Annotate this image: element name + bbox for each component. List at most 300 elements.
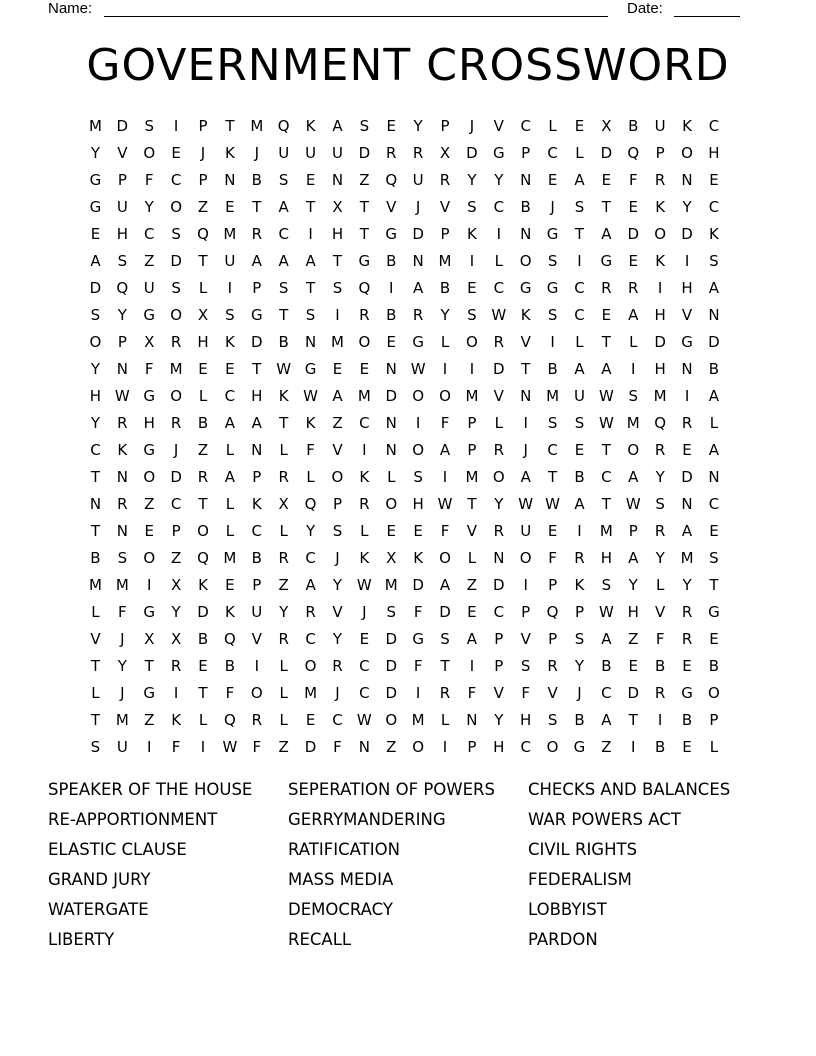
grid-letter: I [442,467,448,486]
grid-letter: C [90,440,101,459]
word-list-item: LOBBYIST [528,900,607,919]
grid-letter: D [304,737,317,756]
grid-letter: D [358,143,371,162]
grid-letter: Q [304,494,317,513]
grid-letter: L [709,413,719,432]
grid-letter: L [225,494,235,513]
name-label: Name: [48,0,93,17]
grid-letter: L [279,656,288,675]
grid-letter: E [225,575,235,594]
grid-letter: R [251,710,262,729]
grid-letter: S [467,197,477,216]
grid-letter: W [625,494,641,513]
grid-letter: R [493,332,505,351]
grid-letter: F [118,602,127,621]
grid-letter: Z [197,197,209,216]
grid-letter: W [598,413,614,432]
grid-letter: V [493,683,504,702]
grid-letter: R [681,629,693,648]
grid-letter: R [493,521,505,540]
grid-letter: L [655,575,665,594]
grid-letter: E [386,332,396,351]
grid-letter: C [520,116,531,135]
grid-letter: P [628,521,638,540]
grid-letter: N [520,224,532,243]
grid-letter: P [198,116,208,135]
grid-letter: Y [494,170,504,189]
grid-letter: V [332,602,343,621]
grid-letter: E [359,629,370,648]
grid-letter: Y [682,197,692,216]
grid-letter: A [278,251,289,270]
letter-grid [82,112,730,760]
grid-letter: N [412,251,424,270]
grid-letter: C [143,224,155,243]
grid-letter: E [547,170,558,189]
grid-letter: E [171,143,181,162]
grid-letter: R [412,305,424,324]
grid-letter: Y [332,629,343,648]
grid-letter: P [521,143,531,162]
grid-letter: J [362,602,367,621]
grid-letter: M [115,710,129,729]
grid-letter: B [251,170,262,189]
grid-letter: F [306,440,315,459]
grid-letter: T [440,656,450,675]
grid-letter: B [386,305,397,324]
grid-letter: F [521,683,531,702]
grid-letter: R [547,656,558,675]
grid-letter: E [332,359,343,378]
grid-letter: Z [170,548,182,567]
grid-letter: C [278,224,289,243]
grid-letter: L [440,332,450,351]
grid-letter: K [305,413,316,432]
grid-letter: O [439,548,451,567]
grid-letter: H [251,386,263,405]
grid-letter: N [681,359,693,378]
grid-letter: P [117,170,127,189]
grid-letter: Y [574,656,585,675]
grid-letter: K [251,494,262,513]
grid-letter: I [254,656,259,675]
grid-letter: Y [628,575,638,594]
grid-letter: S [547,251,558,270]
grid-letter: V [520,629,531,648]
grid-letter: A [681,521,693,540]
grid-letter: M [357,386,371,405]
grid-letter: G [143,305,156,324]
grid-letter: L [198,710,208,729]
grid-letter: I [362,440,367,459]
grid-letter: B [224,656,236,675]
grid-letter: T [359,197,369,216]
grid-letter: H [143,413,155,432]
grid-letter: A [90,251,101,270]
grid-letter: D [493,359,505,378]
word-list-item: PARDON [528,930,598,949]
grid-letter: E [305,170,316,189]
grid-letter: M [223,224,237,243]
grid-letter: P [252,575,262,594]
word-list-item: MASS MEDIA [288,870,394,889]
grid-letter: U [251,602,263,621]
page-title: GOVERNMENT CROSSWORD [86,40,730,91]
grid-letter: V [117,143,128,162]
grid-letter: V [386,197,397,216]
grid-letter: A [601,710,612,729]
grid-letter: C [493,278,505,297]
grid-letter: Y [90,359,101,378]
grid-letter: G [143,440,156,459]
grid-letter: Y [467,170,477,189]
grid-letter: O [654,224,667,243]
grid-letter: O [170,386,183,405]
grid-letter: E [682,656,692,675]
grid-letter: C [601,467,612,486]
grid-letter: N [116,521,128,540]
grid-letter: L [467,548,477,567]
grid-letter: C [359,656,370,675]
grid-letter: Q [627,143,640,162]
grid-letter: S [171,278,181,297]
grid-letter: A [439,440,451,459]
grid-letter: L [387,467,396,486]
grid-letter: P [521,602,531,621]
grid-letter: D [251,332,263,351]
grid-letter: T [90,656,101,675]
grid-letter: P [440,224,450,243]
grid-letter: V [681,305,693,324]
grid-letter: W [437,494,453,513]
grid-letter: S [386,602,396,621]
grid-letter: P [467,737,477,756]
grid-letter: S [574,629,585,648]
grid-letter: Z [144,251,155,270]
grid-letter: A [520,467,531,486]
grid-letter: W [545,494,560,513]
grid-letter: L [575,332,584,351]
grid-letter: R [601,278,612,297]
grid-letter: H [89,386,102,405]
grid-letter: S [547,413,558,432]
grid-letter: E [198,359,208,378]
grid-letter: E [682,737,692,756]
grid-letter: V [547,683,558,702]
grid-letter: E [709,521,719,540]
grid-letter: O [519,251,532,270]
grid-letter: N [520,386,532,405]
grid-letter: T [332,251,343,270]
grid-letter: T [359,224,369,243]
grid-letter: F [413,602,423,621]
grid-letter: H [654,359,666,378]
grid-letter: I [657,278,663,297]
grid-letter: B [681,710,693,729]
grid-letter: J [120,629,125,648]
grid-letter: L [440,710,450,729]
grid-letter: S [413,467,423,486]
grid-letter: I [469,359,475,378]
grid-letter: G [519,278,532,297]
grid-letter: X [197,305,209,324]
grid-letter: Q [223,710,236,729]
grid-letter: O [170,197,183,216]
grid-letter: Q [116,278,129,297]
grid-letter: T [305,278,316,297]
grid-letter: R [439,170,451,189]
grid-letter: F [655,629,665,648]
grid-letter: V [251,629,262,648]
grid-letter: M [88,575,102,594]
grid-letter: O [170,305,183,324]
grid-letter: F [413,656,423,675]
grid-letter: Z [144,710,155,729]
grid-letter: S [171,224,181,243]
grid-letter: J [335,548,340,567]
grid-letter: N [681,170,693,189]
grid-letter: D [385,386,398,405]
grid-letter: A [466,629,478,648]
grid-letter: S [117,251,128,270]
grid-letter: S [628,386,639,405]
grid-letter: R [681,413,693,432]
word-list-item: LIBERTY [48,930,115,949]
grid-letter: A [574,170,585,189]
grid-letter: N [493,548,505,567]
grid-letter: T [601,494,611,513]
grid-letter: P [574,602,584,621]
grid-letter: R [574,548,585,567]
grid-letter: S [547,710,558,729]
grid-letter: W [356,710,372,729]
grid-letter: E [709,629,719,648]
grid-letter: V [520,332,531,351]
grid-letter: P [198,170,208,189]
grid-letter: C [708,116,720,135]
grid-letter: S [278,170,289,189]
grid-letter: T [574,224,585,243]
grid-letter: S [709,251,719,270]
grid-letter: C [520,737,531,756]
grid-letter: W [598,386,614,405]
grid-letter: L [494,251,503,270]
grid-letter: I [200,737,206,756]
grid-letter: U [305,143,317,162]
grid-letter: E [628,197,638,216]
grid-letter: V [655,602,666,621]
grid-letter: F [548,548,557,567]
grid-letter: X [144,332,155,351]
grid-letter: R [654,683,666,702]
grid-letter: T [252,359,262,378]
grid-letter: T [198,683,208,702]
grid-letter: A [601,359,612,378]
grid-letter: W [410,359,426,378]
grid-letter: O [304,656,317,675]
grid-letter: A [439,575,451,594]
grid-letter: X [278,494,289,513]
grid-letter: I [684,386,690,405]
grid-letter: B [547,359,558,378]
grid-letter: C [574,278,585,297]
grid-letter: S [332,521,343,540]
grid-letter: F [171,737,181,756]
word-list-item: GRAND JURY [48,870,151,889]
word-list-item: RE-APPORTIONMENT [48,810,218,829]
grid-letter: E [682,440,692,459]
grid-letter: F [225,683,235,702]
grid-letter: K [359,467,370,486]
grid-letter: I [442,359,448,378]
grid-letter: R [654,440,666,459]
grid-letter: W [303,386,318,405]
grid-letter: H [681,278,693,297]
grid-letter: S [90,737,101,756]
grid-letter: G [708,602,720,621]
grid-letter: G [143,602,156,621]
grid-letter: M [680,548,694,567]
grid-letter: O [385,710,398,729]
grid-letter: G [89,197,102,216]
grid-letter: N [708,305,720,324]
grid-letter: D [170,251,182,270]
grid-letter: T [252,197,262,216]
grid-letter: O [250,683,263,702]
grid-letter: S [117,548,128,567]
grid-letter: I [550,332,555,351]
word-list [48,778,768,958]
grid-letter: P [252,467,262,486]
grid-letter: M [546,386,560,405]
grid-letter: O [412,386,425,405]
grid-letter: W [356,575,372,594]
grid-letter: O [143,467,156,486]
grid-letter: M [223,548,237,567]
grid-letter: I [496,224,502,243]
grid-letter: Z [197,440,209,459]
grid-letter: O [412,440,425,459]
grid-letter: Q [197,224,209,243]
grid-letter: A [251,251,262,270]
grid-letter: D [627,683,640,702]
grid-letter: R [332,656,343,675]
grid-letter: R [278,548,289,567]
grid-letter: P [440,116,450,135]
grid-letter: I [173,116,179,135]
grid-letter: M [411,710,425,729]
grid-letter: L [360,521,369,540]
grid-letter: R [278,629,289,648]
grid-letter: D [89,278,102,297]
grid-letter: S [574,197,585,216]
grid-letter: I [335,305,340,324]
grid-letter: L [279,710,288,729]
grid-letter: E [628,656,638,675]
word-list-item: ELASTIC CLAUSE [48,840,187,859]
grid-letter: I [147,575,152,594]
grid-letter: B [520,197,531,216]
grid-letter: D [412,575,424,594]
grid-letter: G [143,386,156,405]
grid-letter: Z [144,494,155,513]
grid-letter: B [251,548,262,567]
grid-letter: O [466,332,478,351]
grid-letter: O [89,332,102,351]
grid-letter: G [600,251,613,270]
grid-letter: C [224,386,236,405]
grid-letter: S [601,575,612,594]
grid-letter: N [385,359,397,378]
grid-letter: H [708,143,720,162]
grid-letter: H [116,224,128,243]
grid-letter: C [493,197,505,216]
grid-letter: T [144,656,154,675]
grid-letter: B [197,413,209,432]
grid-letter: A [708,278,720,297]
grid-letter: D [493,575,505,594]
grid-letter: O [143,143,156,162]
grid-letter: R [681,602,693,621]
grid-letter: I [442,737,448,756]
grid-letter: P [494,629,504,648]
grid-letter: B [628,116,639,135]
grid-letter: G [681,332,693,351]
grid-letter: Y [90,413,101,432]
grid-letter: L [91,602,100,621]
grid-letter: J [173,440,179,459]
grid-letter: M [626,413,640,432]
grid-letter: B [574,467,585,486]
grid-letter: N [358,737,370,756]
grid-letter: D [681,224,693,243]
word-list-item: FEDERALISM [528,870,632,889]
grid-letter: J [415,197,421,216]
grid-letter: E [198,656,208,675]
grid-letter: C [708,494,720,513]
grid-letter: L [198,278,208,297]
grid-letter: D [600,143,613,162]
grid-letter: X [170,629,182,648]
grid-letter: S [574,413,585,432]
grid-letter: O [358,332,371,351]
grid-letter: L [575,143,584,162]
grid-letter: B [708,656,720,675]
grid-letter: B [601,656,612,675]
grid-letter: X [170,575,182,594]
grid-letter: A [278,197,289,216]
grid-letter: E [574,440,585,459]
grid-letter: Z [466,575,478,594]
grid-letter: R [117,494,128,513]
word-list-item: CHECKS AND BALANCES [528,780,731,799]
date-label: Date: [627,0,663,17]
grid-letter: I [415,413,421,432]
grid-letter: U [331,143,343,162]
grid-letter: H [600,548,612,567]
grid-letter: Z [601,737,612,756]
grid-letter: T [90,710,101,729]
grid-letter: U [520,521,532,540]
grid-letter: T [225,116,235,135]
grid-letter: Q [358,278,371,297]
grid-letter: I [389,278,394,297]
grid-letter: J [200,143,206,162]
word-list-item: SEPERATION OF POWERS [288,780,495,799]
grid-letter: A [413,278,424,297]
grid-letter: F [333,737,342,756]
grid-letter: Q [197,548,209,567]
